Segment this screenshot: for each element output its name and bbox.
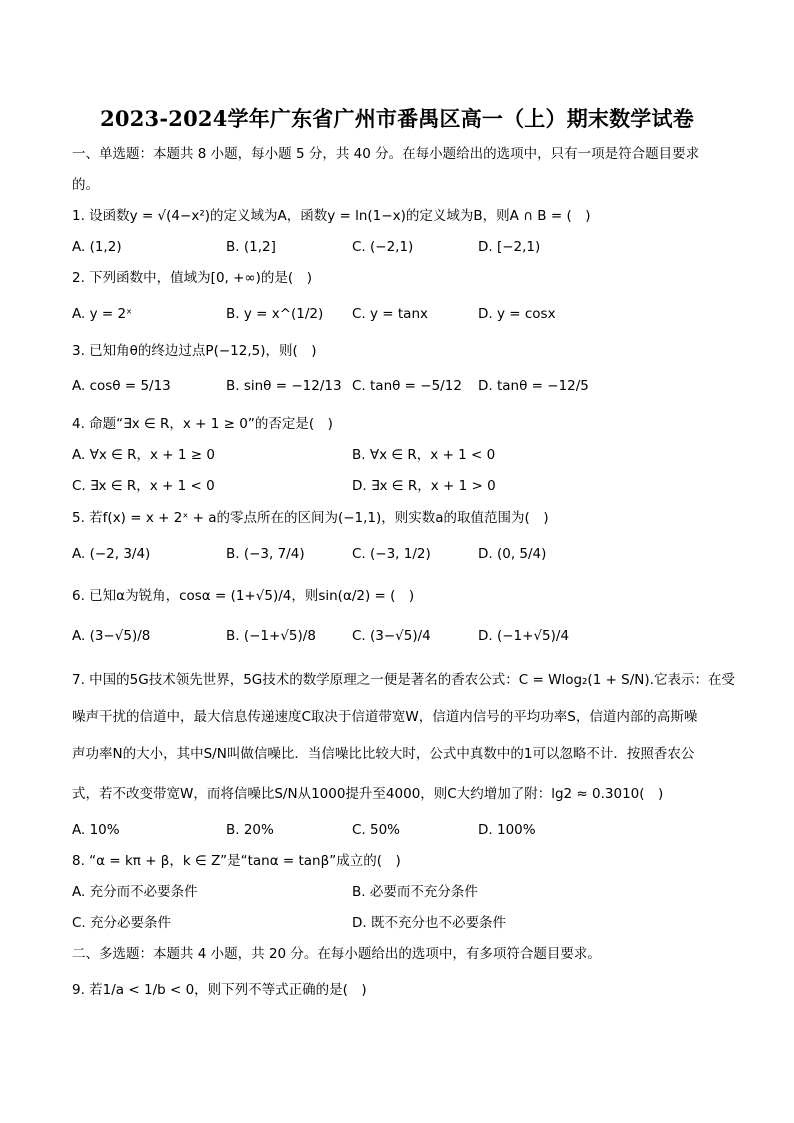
q6-stem: 6. 已知α为锐角，cosα = (1+√5)/4，则sin(α/2) = ( ) <box>72 588 415 604</box>
q2-option-c[interactable]: C. y = tanx <box>352 306 429 322</box>
q1-option-c[interactable]: C. (−2,1) <box>352 239 414 255</box>
q7-option-b[interactable]: B. 20% <box>226 822 274 838</box>
q1-option-d[interactable]: D. [−2,1) <box>478 239 541 255</box>
q6-option-c[interactable]: C. (3−√5)/4 <box>352 628 431 644</box>
q4-option-b[interactable]: B. ∀x ∈ R，x + 1 < 0 <box>352 447 496 463</box>
q3-option-b[interactable]: B. sinθ = −12/13 <box>226 378 342 394</box>
section2-header: 二、多选题：本题共 4 小题，共 20 分。在每小题给出的选项中，有多项符合题目要求。 <box>72 946 601 962</box>
q2-option-d[interactable]: D. y = cosx <box>478 306 556 322</box>
q4-stem: 4. 命题“∃x ∈ R，x + 1 ≥ 0”的否定是( ) <box>72 416 333 432</box>
q5-stem: 5. 若f(x) = x + 2ˣ + a的零点所在的区间为(−1,1)，则实数a的取值范围为( ) <box>72 510 549 526</box>
q1-option-a[interactable]: A. (1,2) <box>72 239 122 255</box>
section1-header: 一、单选题：本题共 8 小题，每小题 5 分，共 40 分。在每小题给出的选项中，只有一项是符合题目要求 <box>72 146 700 162</box>
q4-option-a[interactable]: A. ∀x ∈ R，x + 1 ≥ 0 <box>72 447 215 463</box>
q8-stem: 8. “α = kπ + β，k ∈ Z”是“tanα = tanβ”成立的( ) <box>72 853 401 869</box>
q7-line-1: 7. 中国的5G技术领先世界，5G技术的数学原理之一便是著名的香农公式：C = Wlog₂(1 + S/N).它表示：在受 <box>72 672 735 688</box>
q2-option-a[interactable]: A. y = 2ˣ <box>72 306 133 322</box>
q6-option-b[interactable]: B. (−1+√5)/8 <box>226 628 316 644</box>
q7-line-2: 噪声干扰的信道中，最大信息传递速度C取决于信道带宽W，信道内信号的平均功率S，信道内部的高斯噪 <box>72 709 698 725</box>
q1-option-b[interactable]: B. (1,2] <box>226 239 276 255</box>
q7-option-d[interactable]: D. 100% <box>478 822 536 838</box>
q3-option-a[interactable]: A. cosθ = 5/13 <box>72 378 171 394</box>
q8-option-b[interactable]: B. 必要而不充分条件 <box>352 884 478 900</box>
page-title: 2023-2024学年广东省广州市番禺区高一（上）期末数学试卷 <box>100 106 694 131</box>
q2-stem: 2. 下列函数中，值域为[0, +∞)的是( ) <box>72 270 312 286</box>
q6-option-d[interactable]: D. (−1+√5)/4 <box>478 628 570 644</box>
q3-stem: 3. 已知角θ的终边过点P(−12,5)，则( ) <box>72 343 317 359</box>
q5-option-b[interactable]: B. (−3, 7/4) <box>226 546 305 562</box>
q3-option-d[interactable]: D. tanθ = −12/5 <box>478 378 589 394</box>
q7-line-4: 式，若不改变带宽W，而将信噪比S/N从1000提升至4000，则C大约增加了附：lg2 ≈ 0.3010( ) <box>72 786 664 802</box>
q6-option-a[interactable]: A. (3−√5)/8 <box>72 628 151 644</box>
q7-option-c[interactable]: C. 50% <box>352 822 401 838</box>
q1-stem: 1. 设函数y = √(4−x²)的定义域为A，函数y = ln(1−x)的定义域为B，则A ∩ B = ( ) <box>72 208 591 224</box>
q8-option-d[interactable]: D. 既不充分也不必要条件 <box>352 915 506 931</box>
q2-option-b[interactable]: B. y = x^(1/2) <box>226 306 324 322</box>
q8-option-a[interactable]: A. 充分而不必要条件 <box>72 884 198 900</box>
q5-option-d[interactable]: D. (0, 5/4) <box>478 546 547 562</box>
q9-stem: 9. 若1/a < 1/b < 0，则下列不等式正确的是( ) <box>72 982 367 998</box>
q4-option-c[interactable]: C. ∃x ∈ R，x + 1 < 0 <box>72 478 215 494</box>
q4-option-d[interactable]: D. ∃x ∈ R，x + 1 > 0 <box>352 478 496 494</box>
q8-option-c[interactable]: C. 充分必要条件 <box>72 915 172 931</box>
q5-option-c[interactable]: C. (−3, 1/2) <box>352 546 431 562</box>
q7-line-3: 声功率N的大小，其中S/N叫做信噪比．当信噪比比较大时，公式中真数中的1可以忽略不计．按照香农公 <box>72 746 695 762</box>
section1-header-cont: 的。 <box>72 177 99 193</box>
q5-option-a[interactable]: A. (−2, 3/4) <box>72 546 151 562</box>
q7-option-a[interactable]: A. 10% <box>72 822 120 838</box>
q3-option-c[interactable]: C. tanθ = −5/12 <box>352 378 462 394</box>
